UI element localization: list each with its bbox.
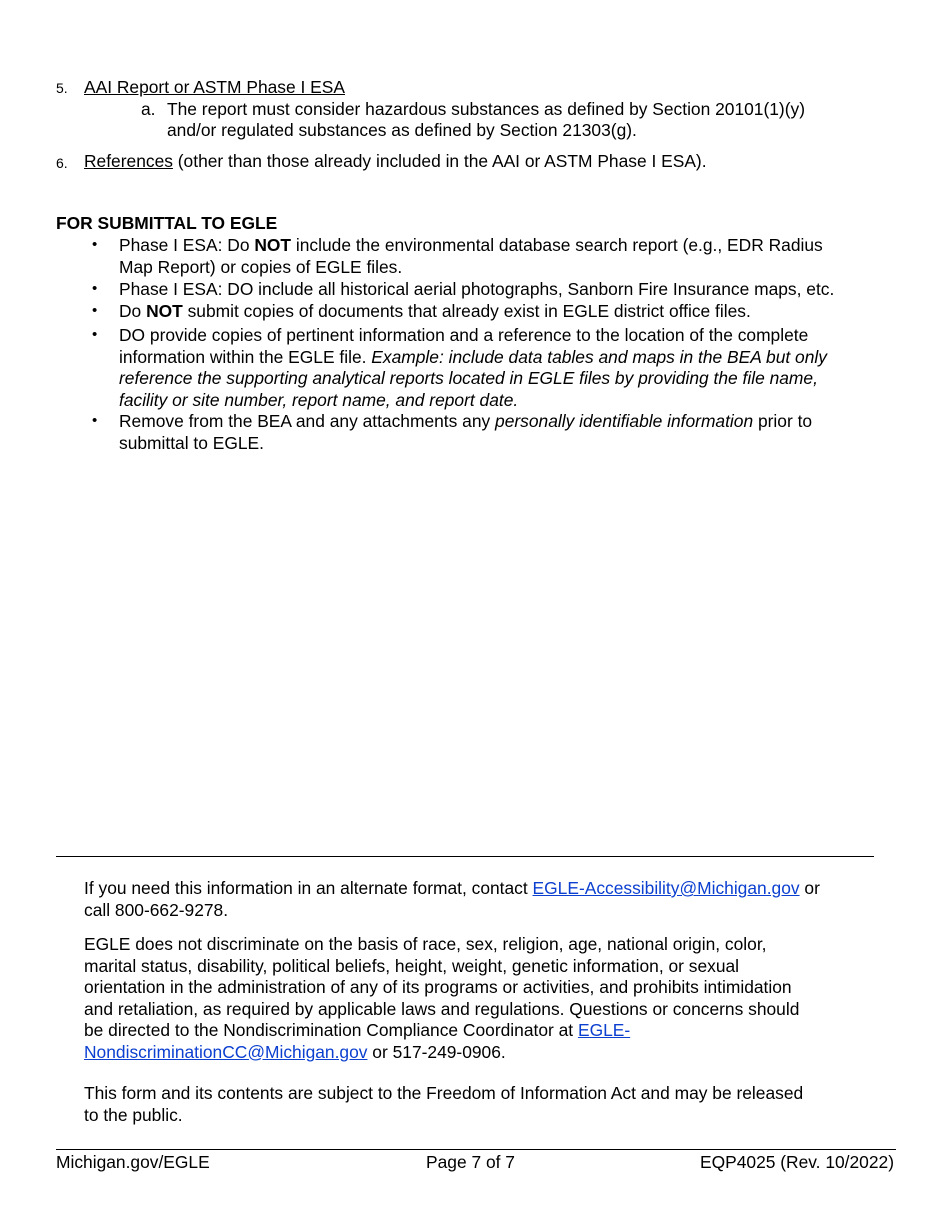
text: Phase I ESA: DO include all historical aerial photographs, Sanborn Fire Insurance maps, etc.	[119, 279, 835, 299]
text: or	[799, 878, 820, 898]
text: Remove from the BEA and any attachments any	[119, 411, 496, 431]
bullet-item	[119, 301, 909, 323]
footer-website: Michigan.gov/EGLE	[56, 1152, 210, 1172]
footer-page-number: Page 7 of 7	[426, 1152, 515, 1172]
sub-item-letter: a.	[141, 99, 156, 119]
text: Map Report) or copies of EGLE files.	[119, 256, 403, 277]
alt-format-note	[84, 878, 884, 921]
text: and retaliation, as required by applicable laws and regulations. Questions or concerns should	[84, 998, 800, 1019]
foia-note	[84, 1083, 884, 1126]
text: call 800-662-9278.	[84, 899, 229, 920]
text: to the public.	[84, 1104, 183, 1125]
text: This form and its contents are subject to the Freedom of Information Act and may be released	[84, 1083, 804, 1103]
item-references	[84, 151, 707, 173]
bullet-icon: •	[92, 412, 98, 429]
text: Phase I ESA: Do	[119, 235, 255, 255]
sub-item-line: The report must consider hazardous substances as defined by Section 20101(1)(y)	[167, 99, 806, 119]
text: information within the EGLE file.	[119, 346, 372, 367]
item-text: (other than those already included in the AAI or ASTM Phase I ESA).	[172, 151, 707, 171]
italic-text: personally identifiable information	[495, 411, 754, 431]
bold-text: NOT	[146, 301, 183, 321]
bullet-item	[119, 279, 909, 301]
bullet-item	[119, 411, 909, 454]
page-footer-rule	[56, 1149, 896, 1150]
text: include the environmental database search report (e.g., EDR Radius	[291, 235, 823, 255]
nondiscrimination-note	[84, 934, 884, 1063]
text: be directed to the Nondiscrimination Compliance Coordinator at	[84, 1020, 578, 1040]
section-heading: FOR SUBMITTAL TO EGLE	[56, 213, 278, 233]
text: prior to	[753, 411, 813, 431]
text: Do	[119, 301, 147, 321]
item-number: 6.	[56, 155, 68, 171]
text: or 517-249-0906.	[367, 1041, 506, 1062]
footer-form-id: EQP4025 (Rev. 10/2022)	[700, 1152, 894, 1172]
text: orientation in the administration of any of its programs or activities, and prohibits intimidation	[84, 977, 792, 997]
text: submittal to EGLE.	[119, 432, 264, 453]
bullet-item	[119, 235, 909, 278]
bullet-item	[119, 325, 909, 411]
text: If you need this information in an alternate format, contact	[84, 878, 533, 898]
bullet-icon: •	[92, 302, 98, 319]
text: submit copies of documents that already exist in EGLE district office files.	[182, 301, 751, 321]
text: DO provide copies of pertinent information and a reference to the location of the complete	[119, 325, 809, 345]
text: EGLE does not discriminate on the basis of race, sex, religion, age, national origin, color,	[84, 934, 767, 954]
italic-text: facility or site number, report name, and report date.	[119, 389, 519, 410]
nondiscrimination-email-link-part2[interactable]: NondiscriminationCC@Michigan.gov	[84, 1041, 368, 1062]
footer-separator	[56, 856, 874, 857]
nondiscrimination-email-link-part1[interactable]: EGLE-	[577, 1020, 631, 1040]
italic-text: Example: include data tables and maps in the BEA but only	[371, 346, 827, 367]
bold-text: NOT	[254, 235, 292, 255]
sub-item-line: and/or regulated substances as defined by Section 21303(g).	[167, 120, 637, 140]
accessibility-email-link[interactable]: EGLE-Accessibility@Michigan.gov	[532, 878, 800, 898]
bullet-icon: •	[92, 236, 98, 253]
bullet-icon: •	[92, 280, 98, 297]
bullet-icon: •	[92, 326, 98, 343]
item-title-aai-report: AAI Report or ASTM Phase I ESA	[84, 77, 345, 97]
item-number: 5.	[56, 80, 68, 96]
text: marital status, disability, political beliefs, height, weight, genetic information, or sexual	[84, 955, 740, 976]
item-title-references: References	[84, 151, 173, 171]
italic-text: reference the supporting analytical reports located in EGLE files by providing the file name,	[119, 368, 818, 388]
